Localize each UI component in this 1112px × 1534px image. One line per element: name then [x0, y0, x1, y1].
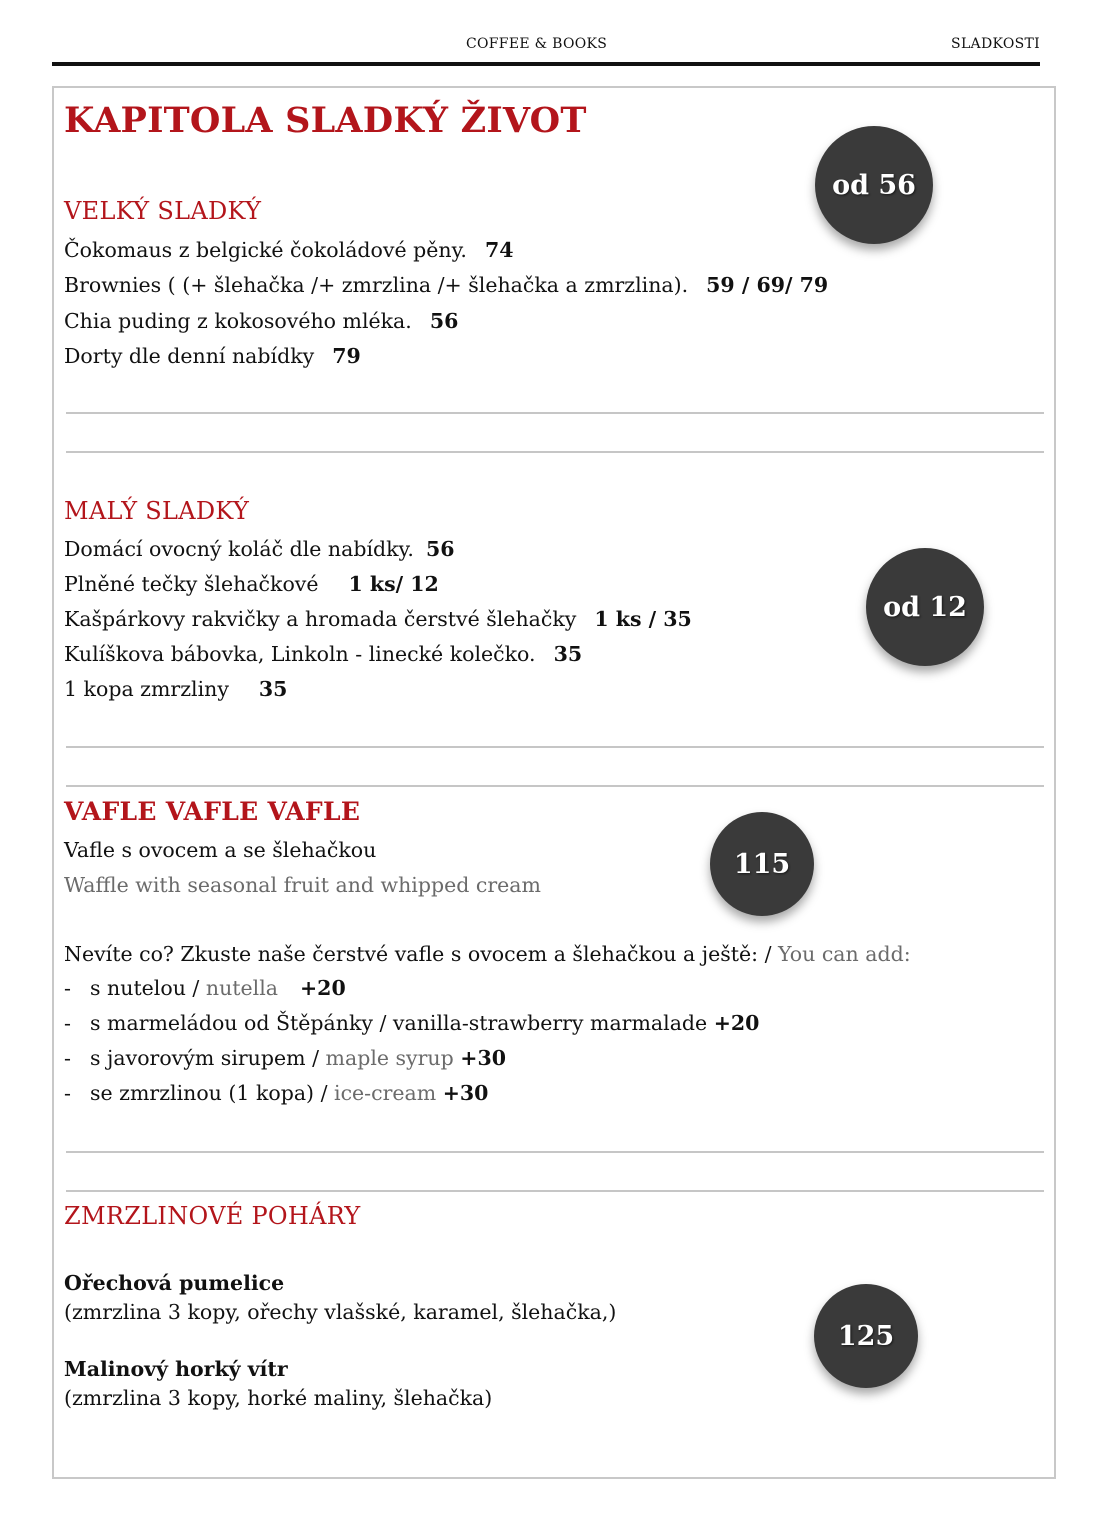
menu-item	[64, 607, 692, 631]
bullet-dash: -	[64, 1046, 71, 1070]
menu-item	[64, 238, 513, 262]
addon-item	[64, 976, 346, 1000]
addons-intro	[64, 942, 911, 966]
price-badge-pohary-label: 125	[837, 1320, 895, 1352]
menu-item	[64, 344, 361, 368]
addon-cz: s marmeládou od Štěpánky / vanilla-strawberry marmalade	[90, 1011, 708, 1035]
addon-price: +20	[713, 1011, 760, 1035]
divider	[66, 785, 1044, 787]
menu-item	[64, 677, 287, 701]
price-badge-vafle-label: 115	[733, 848, 791, 880]
menu-item	[64, 572, 439, 596]
item-price: 59 / 69/ 79	[706, 273, 829, 297]
item-price: 79	[332, 344, 361, 368]
item-name: Brownies ( (+ šlehačka /+ zmrzlina /+ šlehačka a zmrzlina).	[64, 273, 689, 297]
item-name: Dorty dle denní nabídky	[64, 344, 315, 368]
section-heading-vafle: VAFLE VAFLE VAFLE	[64, 797, 361, 826]
item-price: 35	[553, 642, 583, 666]
sundae-name: Malinový horký vítr	[64, 1357, 288, 1381]
addon-en: nutella	[205, 976, 278, 1000]
price-badge-velky	[815, 126, 933, 244]
addon-price: +30	[460, 1046, 506, 1070]
item-price: 1 ks / 35	[594, 607, 692, 631]
menu-item	[64, 642, 582, 666]
item-name: Chia puding z kokosového mléka.	[64, 309, 412, 333]
addon-price: +30	[442, 1081, 489, 1105]
page-header	[52, 32, 1040, 66]
item-name: 1 kopa zmrzliny	[64, 677, 229, 701]
item-name: Čokomaus z belgické čokoládové pěny.	[64, 238, 467, 262]
item-price: 74	[484, 238, 514, 262]
price-badge-maly	[866, 548, 984, 666]
addon-en: maple syrup	[325, 1046, 454, 1070]
sundae-desc: (zmrzlina 3 kopy, horké maliny, šlehačka)	[64, 1386, 493, 1410]
addon-item	[64, 1081, 488, 1105]
item-price: 35	[258, 677, 288, 701]
menu-item	[64, 309, 458, 333]
menu-item	[64, 273, 828, 297]
divider	[66, 1190, 1044, 1192]
price-badge-vafle	[710, 812, 814, 916]
price-badge-maly-label: od 12	[883, 591, 967, 623]
item-name: Domácí ovocný koláč dle nabídky.	[64, 537, 414, 561]
menu-item	[64, 537, 454, 561]
section-heading-maly: MALÝ SLADKÝ	[64, 497, 250, 525]
bullet-dash: -	[64, 1081, 71, 1105]
addon-cz: s javorovým sirupem /	[90, 1046, 319, 1070]
bullet-dash: -	[64, 976, 71, 1000]
header-section: SLADKOSTI	[951, 36, 1040, 52]
sundae-desc: (zmrzlina 3 kopy, ořechy vlašské, karamel, šlehačka,)	[64, 1300, 617, 1324]
addon-cz: se zmrzlinou (1 kopa) /	[90, 1081, 328, 1105]
addon-item	[64, 1046, 506, 1070]
waffle-name-cz: Vafle s ovocem a se šlehačkou	[64, 838, 377, 862]
item-name: Kulíškova bábovka, Linkoln - linecké kolečko.	[64, 642, 536, 666]
divider	[66, 1151, 1044, 1153]
addons-intro-en: You can add:	[778, 942, 911, 966]
section-heading-pohary: ZMRZLINOVÉ POHÁRY	[64, 1202, 361, 1230]
price-badge-velky-label: od 56	[832, 169, 916, 201]
addon-item	[64, 1011, 759, 1035]
item-price: 56	[425, 537, 455, 561]
item-name: Plněné tečky šlehačkové	[64, 572, 319, 596]
item-price: 1 ks/ 12	[348, 572, 439, 596]
divider	[66, 451, 1044, 453]
header-brand: COFFEE & BOOKS	[466, 36, 608, 52]
addons-intro-cz: Nevíte co? Zkuste naše čerstvé vafle s ovocem a šlehačkou a ještě: /	[64, 942, 772, 966]
divider	[66, 412, 1044, 414]
bullet-dash: -	[64, 1011, 71, 1035]
price-badge-pohary	[814, 1284, 918, 1388]
divider	[66, 746, 1044, 748]
item-price: 56	[429, 309, 459, 333]
addon-price: +20	[300, 976, 346, 1000]
sundae-name: Ořechová pumelice	[64, 1271, 285, 1295]
addon-en: ice-cream	[334, 1081, 437, 1105]
page-title: KAPITOLA SLADKÝ ŽIVOT	[64, 100, 587, 141]
waffle-name-en: Waffle with seasonal fruit and whipped cream	[64, 873, 541, 897]
section-heading-velky: VELKÝ SLADKÝ	[64, 197, 262, 225]
item-name: Kašpárkovy rakvičky a hromada čerstvé šlehačky	[64, 607, 577, 631]
addon-cz: s nutelou /	[90, 976, 200, 1000]
